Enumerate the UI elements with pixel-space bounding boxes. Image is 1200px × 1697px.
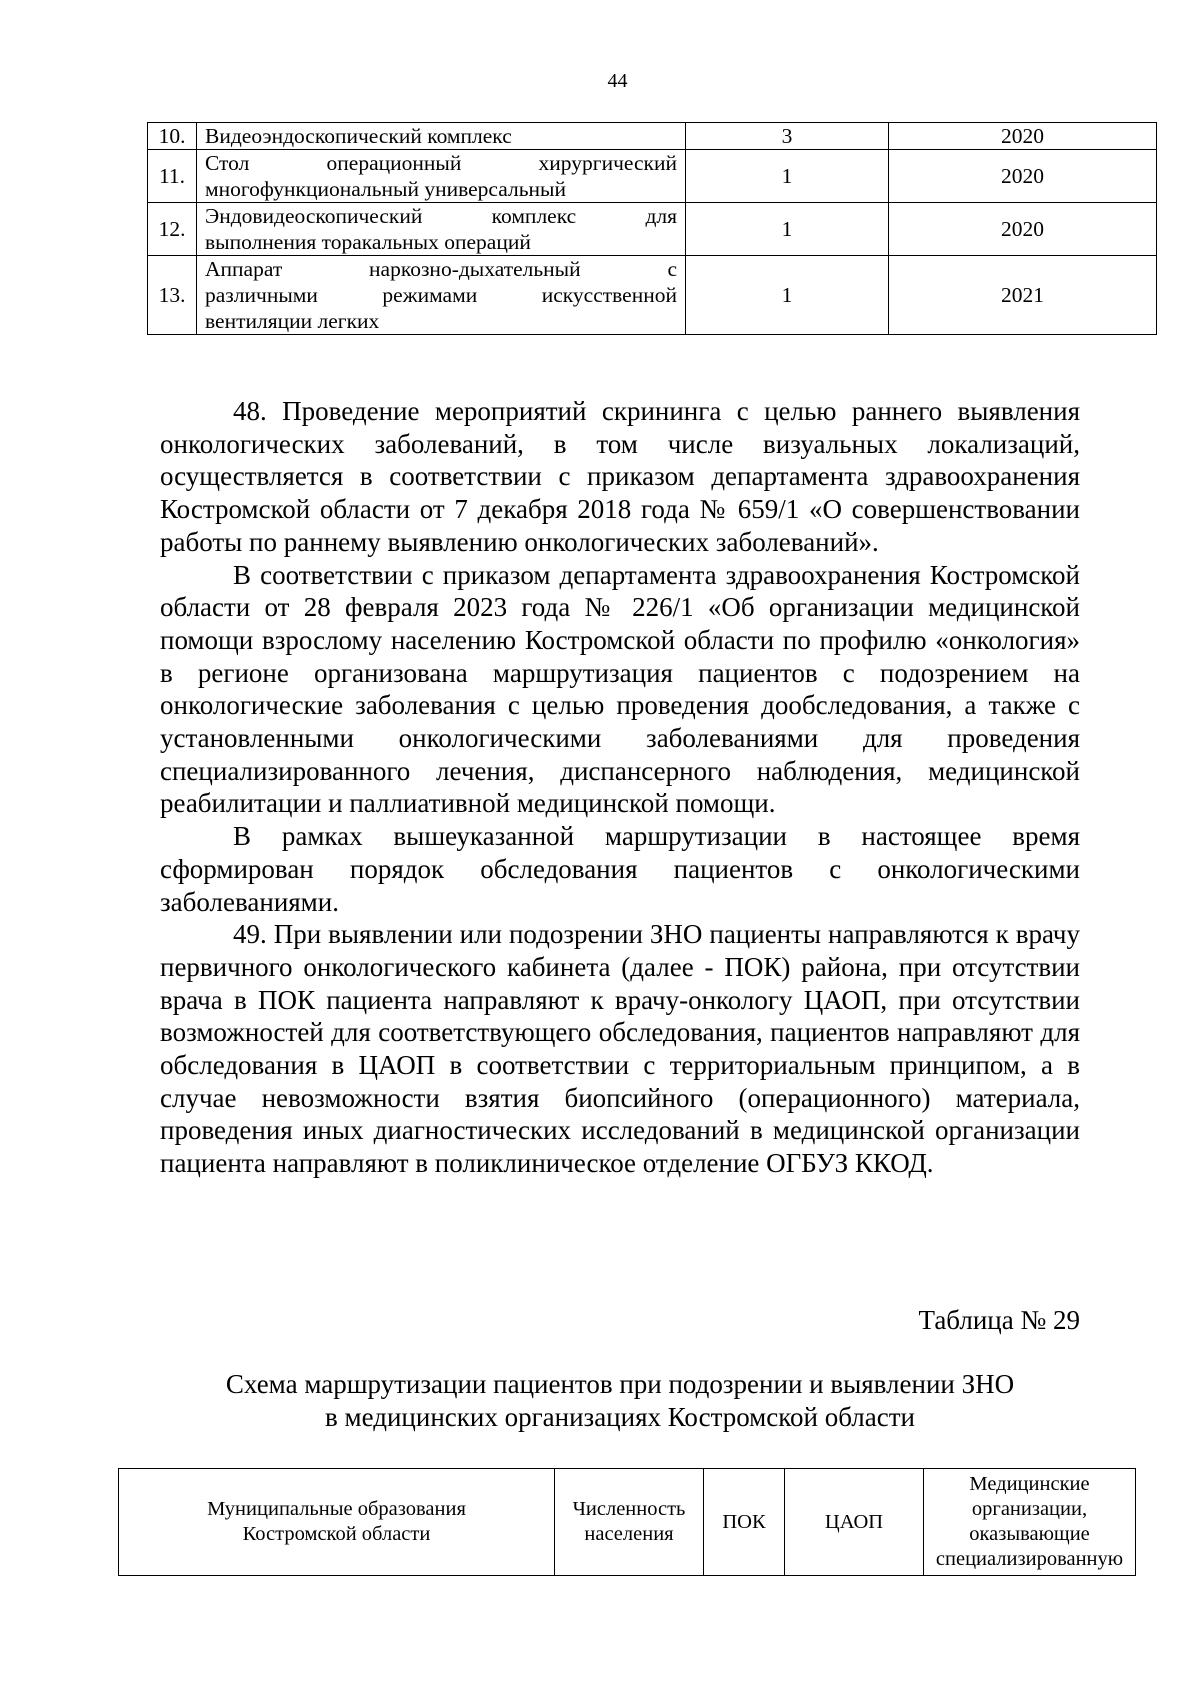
- equipment-name: [197, 256, 686, 335]
- header-pok: ПОК: [704, 1469, 785, 1576]
- header-medical-organizations: [924, 1469, 1136, 1576]
- scheme-title: [160, 1368, 1080, 1433]
- page-number: 44: [607, 70, 628, 92]
- equipment-row: [148, 203, 1157, 256]
- equipment-name-line: Стол операционный хирургический: [205, 151, 677, 175]
- header-medorg-line1: Медицинские: [969, 1473, 1090, 1495]
- equipment-row: [148, 123, 1157, 150]
- paragraph-48: 48. Проведение мероприятий скрининга с целью раннего выявления онкологических заболеваний, в том числе визуальных локализаций, осуществляется в соответствии с приказом департамента здравоохранения Костромской области от 7 декабря 2018 года № 659/1 «О совершенствовании работы по раннему выявлению онкологических заболеваний».: [160, 396, 1080, 557]
- equipment-name-line: вентиляции легких: [205, 309, 380, 333]
- body-text: [160, 395, 1080, 1180]
- header-municipal-line1: Муниципальные образования: [207, 1498, 466, 1520]
- equipment-name: [197, 203, 686, 256]
- scheme-title-line2: в медицинских организациях Костромской области: [325, 1401, 915, 1432]
- header-municipal: [119, 1469, 555, 1576]
- equipment-row-number: 12.: [148, 203, 197, 256]
- equipment-name-line: Видеоэндоскопический комплекс: [205, 124, 512, 148]
- paragraph-examination-procedure: В рамках вышеуказанной маршрутизации в настоящее время сформирован порядок обследования пациентов с онкологическими заболеваниями.: [160, 821, 1080, 917]
- equipment-name-line: различными режимами искусственной: [205, 283, 677, 307]
- equipment-quantity: 1: [686, 256, 889, 335]
- equipment-table: [147, 122, 1157, 335]
- equipment-row: [148, 256, 1157, 335]
- equipment-year: 2020: [889, 150, 1157, 203]
- equipment-row-number: 10.: [148, 123, 197, 150]
- equipment-quantity: 1: [686, 203, 889, 256]
- equipment-quantity: 1: [686, 150, 889, 203]
- equipment-year: 2021: [889, 256, 1157, 335]
- equipment-quantity: 3: [686, 123, 889, 150]
- header-medorg-line4: специализированную: [935, 1548, 1124, 1570]
- header-population-line2: населения: [584, 1523, 674, 1545]
- paragraph-routing-order: В соответствии с приказом департамента здравоохранения Костромской области от 28 февраля 2023 года № 226/1 «Об организации медицинской помощи взрослому населению Костромской области по профилю «онкология» в регионе организована маршрутизация пациентов с подозрением на онкологические заболевания с целью проведения дообследования, а также с установленными онкологическими заболеваниями для проведения специализированного лечения, диспансерного наблюдения, медицинской реабилитации и паллиативной медицинской помощи.: [160, 559, 1080, 819]
- header-municipal-line2: Костромской области: [242, 1523, 431, 1545]
- header-population: [555, 1469, 704, 1576]
- equipment-name-line: многофункциональный универсальный: [205, 177, 566, 201]
- header-medorg-line3: оказывающие: [969, 1523, 1090, 1545]
- equipment-year: 2020: [889, 203, 1157, 256]
- header-population-line1: Численность: [572, 1498, 686, 1520]
- equipment-name-line: Эндовидеоскопический комплекс для: [205, 204, 677, 228]
- equipment-name: [197, 150, 686, 203]
- equipment-row-number: 13.: [148, 256, 197, 335]
- equipment-name: [197, 123, 686, 150]
- equipment-name-line: выполнения торакальных операций: [205, 230, 531, 254]
- equipment-year: 2020: [889, 123, 1157, 150]
- scheme-table-header-row: [119, 1469, 1136, 1576]
- equipment-name-line: Аппарат наркозно-дыхательный с: [205, 257, 677, 281]
- equipment-row-number: 11.: [148, 150, 197, 203]
- equipment-row: [148, 150, 1157, 203]
- header-medorg-line2: организации,: [971, 1498, 1088, 1520]
- paragraph-49: 49. При выявлении или подозрении ЗНО пациенты направляются к врачу первичного онкологического кабинета (далее - ПОК) района, при отсутствии врача в ПОК пациента направляют к врачу-онкологу ЦАОП, при отсутствии возможностей для соответствующего обследования, пациентов направляют для обследования в ЦАОП в соответствии с территориальным принципом, а в случае невозможности взятия биопсийного (операционного) материала, проведения иных диагностических исследований в медицинской организации пациента направляют в поликлиническое отделение ОГБУЗ ККОД.: [160, 919, 1080, 1179]
- header-caop: ЦАОП: [785, 1469, 924, 1576]
- scheme-title-line1: Схема маршрутизации пациентов при подозрении и выявлении ЗНО: [225, 1369, 1015, 1399]
- scheme-table: [118, 1468, 1136, 1576]
- table-label: Таблица № 29: [918, 1305, 1080, 1335]
